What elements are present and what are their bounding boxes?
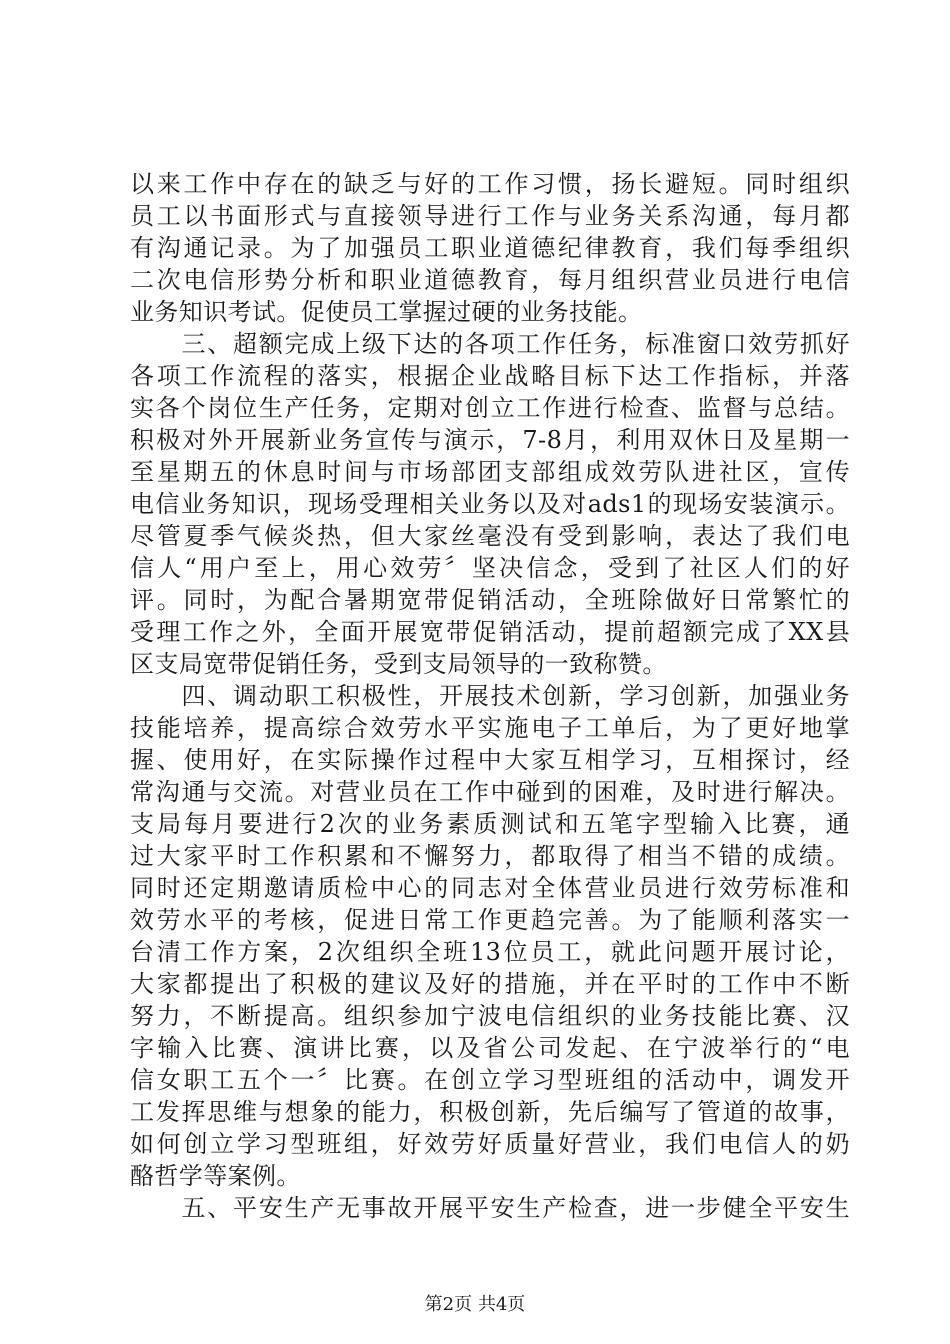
text-line: 技能培养，提高综合效劳水平实施电子工单后，为了更好地掌 [130,714,850,742]
text-line: 过大家平时工作积累和不懈努力，都取得了相当不错的成绩。 [130,842,850,870]
text-line: 酪哲学等案例。 [130,1162,301,1190]
text-line: 五、平安生产无事故开展平安生产检查，进一步健全平安生 [130,1194,850,1222]
text-line: 积极对外开展新业务宣传与演示，7-8月，利用双休日及星期一 [130,426,850,454]
text-line: 台清工作方案，2次组织全班13位员工，就此问题开展讨论， [130,938,850,966]
text-line: 业务知识考试。促使员工掌握过硬的业务技能。 [130,298,643,326]
text-line: 效劳水平的考核，促进日常工作更趋完善。为了能顺利落实一 [130,906,850,934]
text-line: 工发挥思维与想象的能力，积极创新，先后编写了管道的故事， [130,1098,850,1126]
text-line: 握、使用好，在实际操作过程中大家互相学习，互相探讨，经 [130,746,850,774]
text-line: 字输入比赛、演讲比赛，以及省公司发起、在宁波举行的“电 [130,1034,850,1062]
text-line: 以来工作中存在的缺乏与好的工作习惯，扬长避短。同时组织 [130,170,850,198]
text-line: 实各个岗位生产任务，定期对创立工作进行检查、监督与总结。 [130,394,850,422]
text-line: 受理工作之外，全面开展宽带促销活动，提前超额完成了XX县 [130,618,850,646]
text-line: 信人“用户至上，用心效劳〞坚决信念，受到了社区人们的好 [130,554,850,582]
text-line: 尽管夏季气候炎热，但大家丝毫没有受到影响，表达了我们电 [130,522,850,550]
text-line: 信女职工五个一〞比赛。在创立学习型班组的活动中，调发开 [130,1066,850,1094]
text-line: 至星期五的休息时间与市场部团支部组成效劳队进社区，宣传 [130,458,850,486]
text-line: 如何创立学习型班组，好效劳好质量好营业，我们电信人的奶 [130,1130,850,1158]
text-line: 电信业务知识，现场受理相关业务以及对ads1的现场安装演示。 [130,490,850,518]
text-line: 有沟通记录。为了加强员工职业道德纪律教育，我们每季组织 [130,234,850,262]
text-line: 常沟通与交流。对营业员在工作中碰到的困难，及时进行解决。 [130,778,850,806]
text-line: 努力，不断提高。组织参加宁波电信组织的业务技能比赛、汉 [130,1002,850,1030]
text-line: 二次电信形势分析和职业道德教育，每月组织营业员进行电信 [130,266,850,294]
text-line: 四、调动职工积极性，开展技术创新，学习创新，加强业务 [130,682,850,710]
body-text [130,168,850,1224]
text-line: 三、超额完成上级下达的各项工作任务，标准窗口效劳抓好 [130,330,850,358]
text-line: 同时还定期邀请质检中心的同志对全体营业员进行效劳标准和 [130,874,850,902]
text-line: 支局每月要进行2次的业务素质测试和五笔字型输入比赛，通 [130,810,850,838]
text-line: 各项工作流程的落实，根据企业战略目标下达工作指标，并落 [130,362,850,390]
text-line: 评。同时，为配合暑期宽带促销活动，全班除做好日常繁忙的 [130,586,850,614]
page-footer: 第2页 共4页 [424,1294,526,1315]
text-line: 大家都提出了积极的建议及好的措施，并在平时的工作中不断 [130,970,850,998]
text-line: 员工以书面形式与直接领导进行工作与业务关系沟通，每月都 [130,202,850,230]
text-line: 区支局宽带促销任务，受到支局领导的一致称赞。 [130,650,667,678]
